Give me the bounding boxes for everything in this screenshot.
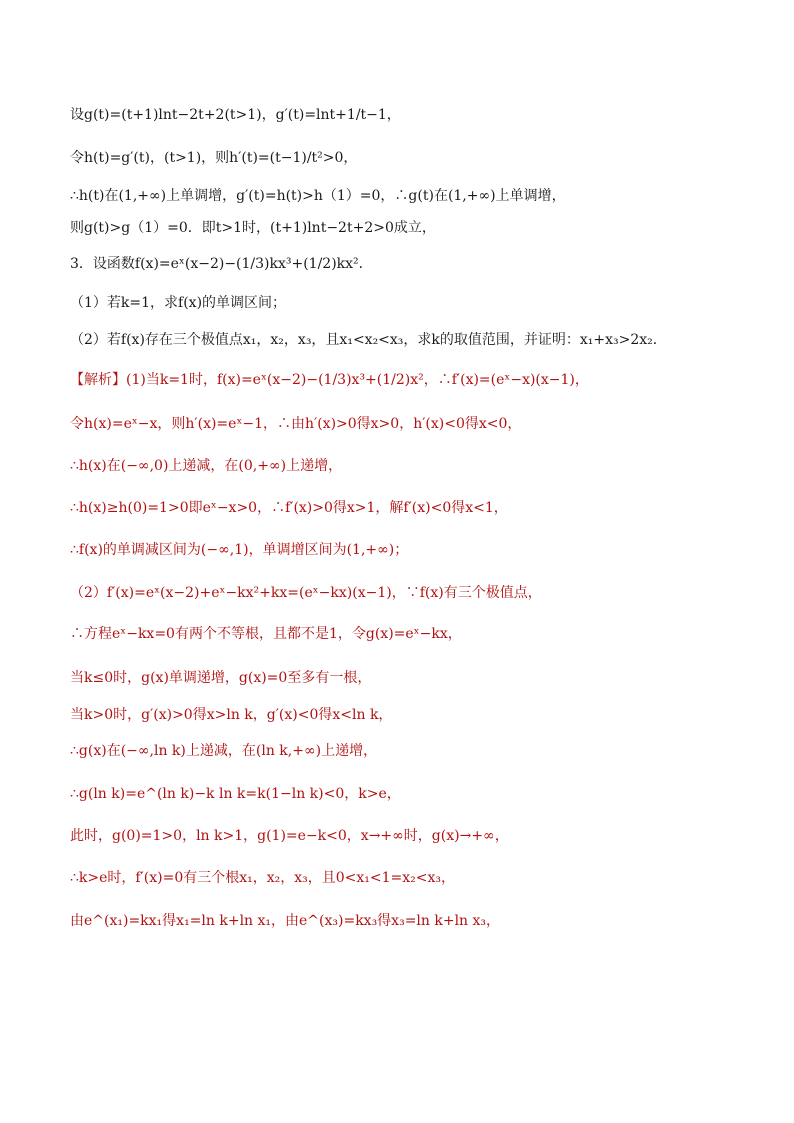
problem-3-statement: 3．设函数f(x)=eˣ(x−2)−(1/3)kx³+(1/2)kx²． — [70, 256, 373, 272]
problem-3-part-2: （2）若f(x)存在三个极值点x₁，x₂，x₃，且x₁<x₂<x₃，求k的取值范围，并证明：x₁+x₃>2x₂． — [70, 332, 667, 348]
solution-line-10: ∴g(x)在(−∞,ln k)上递减，在(ln k,+∞)上递增， — [70, 743, 378, 759]
solution-line-13: ∴k>e时，f′(x)=0有三个根x₁，x₂，x₃，且0<x₁<1=x₂<x₃， — [70, 870, 456, 886]
solution-line-6: （2）f′(x)=eˣ(x−2)+eˣ−kx²+kx=(eˣ−kx)(x−1)，∵f(x)有三个极值点， — [70, 585, 542, 601]
solution-line-4: ∴h(x)≥h(0)=1>0即eˣ−x>0，∴f′(x)>0得x>1，解f′(x)<0得x<1， — [70, 500, 508, 516]
solution-line-2: 令h(x)=eˣ−x，则h′(x)=eˣ−1，∴由h′(x)>0得x>0，h′(x)<0得x<0， — [70, 416, 522, 432]
solution-line-14: 由e^(x₁)=kx₁得x₁=ln k+ln x₁，由e^(x₃)=kx₃得x₃=ln k+ln x₃， — [70, 913, 501, 929]
text-line-1: 设g(t)=(t+1)lnt−2t+2(t>1)，g′(t)=lnt+1/t−1， — [70, 107, 401, 123]
solution-line-12: 此时，g(0)=1>0，ln k>1，g(1)=e−k<0，x→+∞时，g(x)→+∞， — [70, 828, 509, 844]
solution-line-3: ∴h(x)在(−∞,0)上递减，在(0,+∞)上递增， — [70, 458, 343, 474]
solution-line-7: ∴方程eˣ−kx=0有两个不等根，且都不是1，令g(x)=eˣ−kx， — [70, 626, 462, 642]
solution-line-1: 【解析】(1)当k=1时，f(x)=eˣ(x−2)−(1/3)x³+(1/2)x²，∴f′(x)=(eˣ−x)(x−1)， — [70, 372, 589, 388]
text-line-2: 令h(t)=g′(t)，(t>1)，则h′(t)=(t−1)/t²>0， — [70, 150, 358, 166]
text-line-3: ∴h(t)在(1,+∞)上单调增，g′(t)=h(t)>h（1）=0，∴g(t)在(1,+∞)上单调增， — [70, 188, 566, 204]
solution-line-5: ∴f(x)的单调减区间为(−∞,1)，单调增区间为(1,+∞)； — [70, 542, 409, 558]
solution-line-11: ∴g(ln k)=e^(ln k)−k ln k=k(1−ln k)<0，k>e， — [70, 786, 401, 802]
text-line-4: 则g(t)>g（1）=0．即t>1时，(t+1)lnt−2t+2>0成立， — [70, 220, 436, 236]
solution-line-9: 当k>0时，g′(x)>0得x>ln k，g′(x)<0得x<ln k， — [70, 707, 393, 723]
solution-line-8: 当k≤0时，g(x)单调递增，g(x)=0至多有一根， — [70, 670, 372, 686]
problem-3-part-1: （1）若k=1，求f(x)的单调区间； — [70, 295, 287, 311]
